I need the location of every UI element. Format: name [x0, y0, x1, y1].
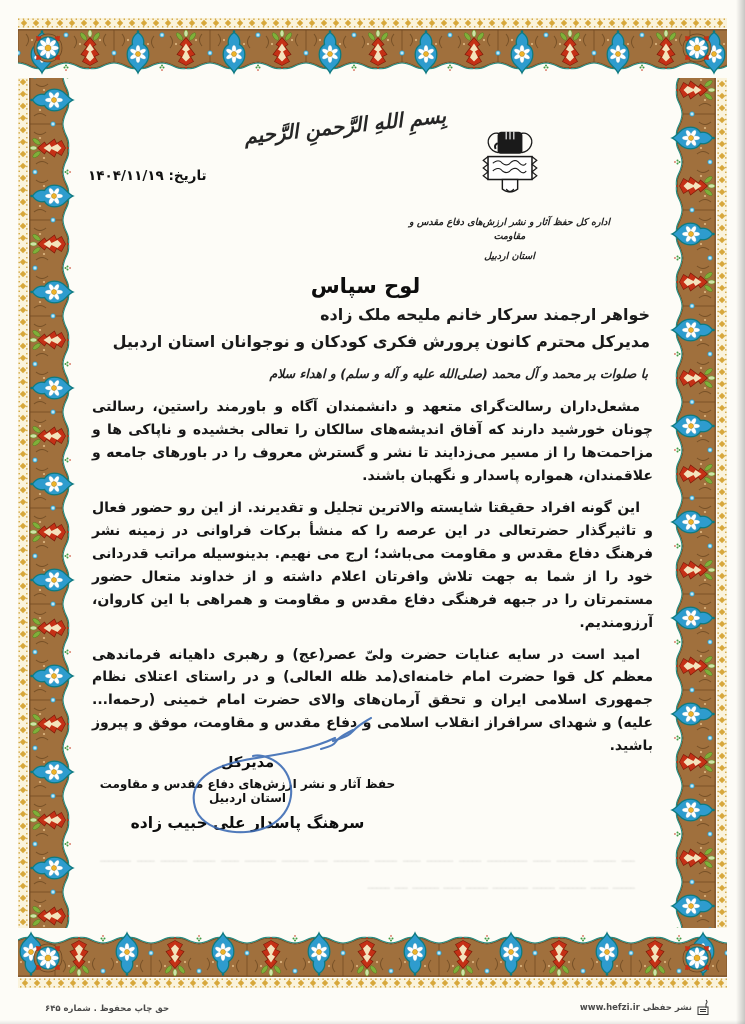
fist-tulip-emblem-icon — [471, 126, 549, 212]
letterhead — [392, 126, 627, 262]
signer-title: مدیرکل — [220, 755, 275, 771]
recipient-name-line: خواهر ارجمند سرکار خانم ملیحه ملک زاده — [320, 305, 650, 324]
recipient-role-line: مدیرکل محترم کانون پرورش فکری کودکان و نوجوانان استان اردبیل — [112, 332, 650, 351]
salutation-line: با صلوات بر محمد و آل محمد (صلی‌الله علیه و آله و سلم) و اهداء سلام — [269, 366, 648, 381]
signer-name: سرهنگ پاسدار علی حبیب زاده — [130, 814, 365, 832]
publisher-logo-icon — [696, 999, 711, 1016]
publisher-label: نشر حفظی www.hefzi.ir — [579, 1002, 692, 1013]
copyright-note: حق چاپ محفوظ . شماره ۶۴۵ — [45, 1004, 170, 1014]
paper-bleed-through: ـــ ـــــ ـــــــ ــــ ـــــــــ ـــــ ــــــ ــــ ـــــ ــــــــ ـــ ــــــ ـــــــ ــــ ـــــ ــــــ ــــ ـــــــ ـــــ ــــ ــــــ ـــــ ــــــــ ـــــ ــــ ــــــ ـــ ـــــ — [100, 851, 635, 894]
signer-organization: حفظ آثار و نشر ارزش‌های دفاع مقدس و مقاومت استان اردبیل — [99, 777, 396, 805]
scan-edge-shadow — [736, 0, 745, 1024]
date-line: تاریخ: ۱۴۰۴/۱۱/۱۹ — [88, 168, 207, 184]
handwritten-signature — [175, 708, 385, 846]
certificate-title: لوح سپاس — [310, 274, 421, 298]
letterhead-org-name: اداره کل حفظ آثار و نشر ارزش‌های دفاع مقدس و مقاومت — [408, 217, 611, 243]
letterhead-province: استان اردبیل — [484, 250, 535, 262]
body-paragraph-3: امید است در سایه عنایات حضرت ولیّ عصر(عج) و رهبری داهیانه فرماندهی معظم کل قوا حضرت امام خامنه‌ای(مد ظله العالی) و در راستای اعتلای نظام جمهوری اسلامی ایران و تحقق آرمان‌های والای حضرت امام خمینی (رحمه‌ا... علیه) و شهدای سرافراز انقلاب اسلامی و دفاع مقدس و مقاومت، موفق و پیروز باشید. — [92, 646, 653, 755]
body-paragraph-2: این گونه افراد حقیقتا شایسته والاترین تجلیل و تقدیرند. از این رو حضور فعال و تاثیرگذار حضرتعالی در این عرصه را که منشأ برکات فراوانی در زمینه نشر فرهنگ دفاع مقدس و مقاومت می‌باشد؛ ارج می نهیم. بدینوسیله مراتب قدردانی خود را از شما به جهت تلاش وافرتان اعلام داشته و از خداوند متعال حضور مستمرتان را در جبهه فرهنگی دفاع مقدس و مقاومت و همراهی با این کاروان، آرزومندیم. — [92, 499, 653, 631]
body-paragraph-1: مشعل‌داران رسالت‌گرای متعهد و دانشمندان آگاه و باورمند راستین، رسالتی چونان خورشید دارند که آفاق اندیشه‌های سالکان را تعالی بخشیده و ناپاکی ها و مزاحمت‌ها را از مسیر می‌زدایند تا نشر و گسترش معروف را در باورهای جامعه و علاقمندان، همواره پاسدار و نگهبان باشند. — [92, 399, 653, 484]
bismillah-calligraphy: بِسمِ اللهِ الرَّحمنِ الرَّحیم — [242, 103, 448, 149]
scan-edge-shadow-bottom — [0, 1020, 745, 1024]
publisher-note — [580, 999, 711, 1016]
